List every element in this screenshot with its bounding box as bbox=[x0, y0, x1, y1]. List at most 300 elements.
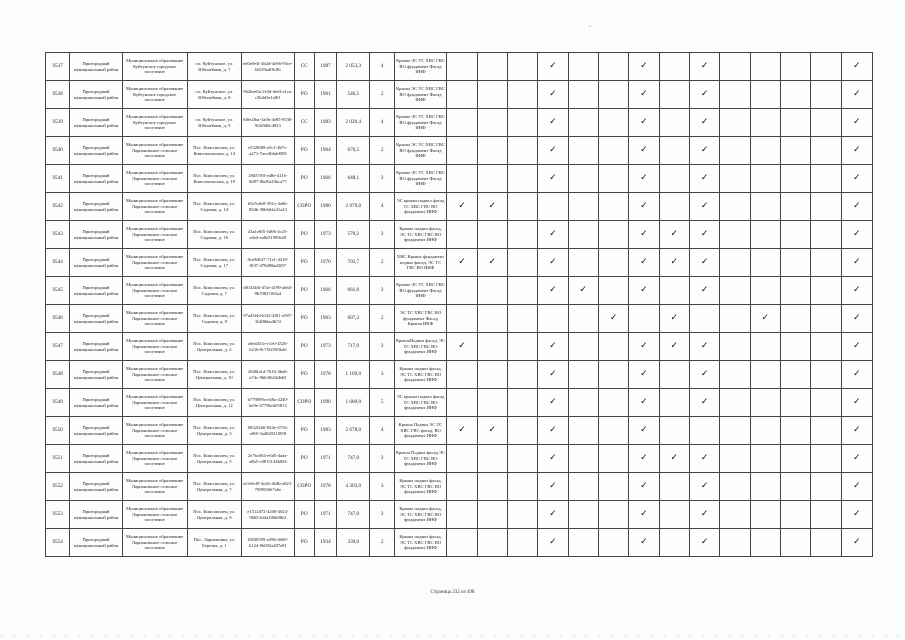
table-row bbox=[46, 109, 873, 137]
check-mark-icon: ✓ bbox=[841, 305, 872, 333]
check-mark-icon: ✓ bbox=[841, 361, 872, 389]
empty-work-cell bbox=[568, 81, 598, 109]
empty-work-cell bbox=[568, 193, 598, 221]
owner-cell: Муниципальное образование Ларионовское сельское поселение bbox=[122, 361, 187, 389]
empty-work-cell bbox=[568, 529, 598, 557]
check-mark-icon: ✓ bbox=[659, 221, 689, 249]
district-cell: Пригородный муниципальный район bbox=[70, 473, 123, 501]
check-mark-icon: ✓ bbox=[841, 501, 872, 529]
empty-work-cell bbox=[477, 501, 507, 529]
guid-cell: 9b2bea5a-2e3d-4e6f-a1ca-c5b4d3e1a8f1 bbox=[242, 81, 295, 109]
empty-work-cell bbox=[720, 389, 750, 417]
district-cell: Пригородный муниципальный район bbox=[70, 109, 123, 137]
check-mark-icon: ✓ bbox=[538, 81, 568, 109]
check-mark-icon: ✓ bbox=[841, 389, 872, 417]
check-mark-icon: ✓ bbox=[477, 249, 507, 277]
address-cell: г.п. Куйтунское, ул. Юбилейная, д. 7 bbox=[187, 53, 242, 81]
empty-work-cell bbox=[811, 445, 841, 473]
address-cell: Пос. Комсомолец, ул. Садовая, д. 17 bbox=[187, 249, 242, 277]
wall-material-cell: РО bbox=[294, 221, 314, 249]
owner-cell: Муниципальное образование Ларионовское сельское поселение bbox=[122, 417, 187, 445]
empty-work-cell bbox=[507, 221, 537, 249]
guid-cell: b779899a-e48a-4240-be9e-4779bcb05813 bbox=[242, 389, 295, 417]
wall-material-cell: РО bbox=[294, 417, 314, 445]
check-mark-icon: ✓ bbox=[689, 473, 719, 501]
empty-work-cell bbox=[507, 193, 537, 221]
check-mark-icon: ✓ bbox=[629, 501, 659, 529]
check-mark-icon: ✓ bbox=[629, 529, 659, 557]
guid-cell: a6ed451e-e1e0-4520-b216-9c75f2595b4d bbox=[242, 333, 295, 361]
table-row bbox=[46, 249, 873, 277]
address-cell: Пос. Комсомолец, ул. Центральная, д. 5 bbox=[187, 445, 242, 473]
empty-work-cell bbox=[447, 473, 477, 501]
district-cell: Пригородный муниципальный район bbox=[70, 445, 123, 473]
address-cell: Пос. Комсомолец, ул. Центральная, д. 2 bbox=[187, 333, 242, 361]
services-cell: ЭС крыша подвал фасад ТС ХВС ГВС ВО фундамент ИНФ bbox=[394, 389, 447, 417]
empty-work-cell bbox=[447, 109, 477, 137]
check-mark-icon: ✓ bbox=[841, 277, 872, 305]
row-number: 9538 bbox=[46, 81, 70, 109]
empty-work-cell bbox=[780, 305, 810, 333]
empty-work-cell bbox=[659, 417, 689, 445]
owner-cell: Муниципальное образование Ларионовское сельское поселение bbox=[122, 277, 187, 305]
check-mark-icon: ✓ bbox=[841, 221, 872, 249]
check-mark-icon: ✓ bbox=[447, 193, 477, 221]
empty-work-cell bbox=[598, 333, 628, 361]
check-mark-icon: ✓ bbox=[629, 109, 659, 137]
empty-work-cell bbox=[598, 249, 628, 277]
empty-work-cell bbox=[568, 445, 598, 473]
year-cell: 1970 bbox=[314, 249, 336, 277]
wall-material-cell: СС bbox=[294, 53, 314, 81]
check-mark-icon: ✓ bbox=[629, 81, 659, 109]
services-cell: Крыша подвал фасад, ЭС ТС ХВС ГВС ВО фундамент ИНФ bbox=[394, 221, 447, 249]
empty-work-cell bbox=[750, 165, 780, 193]
year-cell: 1963 bbox=[314, 305, 336, 333]
year-cell: 1971 bbox=[314, 445, 336, 473]
storeys-cell: 2 bbox=[370, 165, 394, 193]
guid-cell: 0832f266-924e-4716-a9f0-3ad02021f858 bbox=[242, 417, 295, 445]
empty-work-cell bbox=[780, 473, 810, 501]
empty-work-cell bbox=[659, 137, 689, 165]
empty-work-cell bbox=[780, 137, 810, 165]
district-cell: Пригородный муниципальный район bbox=[70, 165, 123, 193]
district-cell: Пригородный муниципальный район bbox=[70, 305, 123, 333]
table-row bbox=[46, 361, 873, 389]
wall-material-cell: СОРО bbox=[294, 473, 314, 501]
empty-work-cell bbox=[477, 137, 507, 165]
guid-cell: 97ad3f4d-b5f2-4f01-a587-3f4f8bba4b74 bbox=[242, 305, 295, 333]
guid-cell: e1512d72-4200-4024-9665-b4fa106b98e2 bbox=[242, 501, 295, 529]
check-mark-icon: ✓ bbox=[538, 221, 568, 249]
services-cell: Крыша подвал фасад, ЭС ТС ХВС ГВС ВО фундамент ИНФ bbox=[394, 501, 447, 529]
district-cell: Пригородный муниципальный район bbox=[70, 277, 123, 305]
check-mark-icon: ✓ bbox=[538, 109, 568, 137]
empty-work-cell bbox=[750, 137, 780, 165]
empty-work-cell bbox=[720, 193, 750, 221]
row-number: 9552 bbox=[46, 473, 70, 501]
check-mark-icon: ✓ bbox=[629, 53, 659, 81]
table-row bbox=[46, 445, 873, 473]
address-cell: Пос. Комсомолец, ул. Садовая, д. 7 bbox=[187, 277, 242, 305]
guid-cell: 6f0e2fba-1a0b-4e85-9536-9f2f0d8c4823 bbox=[242, 109, 295, 137]
empty-work-cell bbox=[720, 137, 750, 165]
registry-table bbox=[45, 52, 873, 557]
services-cell: ХВС Крыша фундамент подвал фасад, ЭС ТС ГВС ВО ИНФ bbox=[394, 249, 447, 277]
guid-cell: b5e5c6e8-391c-4a0b-834b-30b6d2e41a23 bbox=[242, 193, 295, 221]
table-row bbox=[46, 53, 873, 81]
empty-work-cell bbox=[568, 165, 598, 193]
empty-work-cell bbox=[780, 361, 810, 389]
check-mark-icon: ✓ bbox=[629, 417, 659, 445]
check-mark-icon: ✓ bbox=[538, 137, 568, 165]
year-cell: 1983 bbox=[314, 109, 336, 137]
empty-work-cell bbox=[598, 165, 628, 193]
empty-work-cell bbox=[659, 529, 689, 557]
check-mark-icon: ✓ bbox=[629, 445, 659, 473]
empty-work-cell bbox=[507, 445, 537, 473]
empty-work-cell bbox=[750, 193, 780, 221]
empty-work-cell bbox=[507, 417, 537, 445]
row-number: 9550 bbox=[46, 417, 70, 445]
check-mark-icon: ✓ bbox=[659, 305, 689, 333]
storeys-cell: 2 bbox=[370, 305, 394, 333]
guid-cell: ee0a9e3f-4b2d-4e96-93ce-b61f9a4f0c8b bbox=[242, 53, 295, 81]
empty-work-cell bbox=[720, 53, 750, 81]
area-cell: 703,7 bbox=[337, 249, 370, 277]
area-cell: 661,0 bbox=[337, 277, 370, 305]
guid-cell: 0ce9d637-71e1-4418-8f37-478d98ad2f97 bbox=[242, 249, 295, 277]
empty-work-cell bbox=[447, 277, 477, 305]
empty-work-cell bbox=[811, 249, 841, 277]
check-mark-icon: ✓ bbox=[841, 417, 872, 445]
empty-work-cell bbox=[477, 445, 507, 473]
year-cell: 1973 bbox=[314, 221, 336, 249]
row-number: 9540 bbox=[46, 137, 70, 165]
address-cell: Пос. Комсомолец, ул. Садовая, д. 16 bbox=[187, 221, 242, 249]
empty-work-cell bbox=[598, 389, 628, 417]
check-mark-icon: ✓ bbox=[659, 445, 689, 473]
check-mark-icon: ✓ bbox=[629, 193, 659, 221]
address-cell: Пос. Комсомолец, ул. Садовая, д. 14 bbox=[187, 193, 242, 221]
empty-work-cell bbox=[507, 473, 537, 501]
area-cell: 2 053,3 bbox=[337, 53, 370, 81]
empty-work-cell bbox=[780, 249, 810, 277]
table-row bbox=[46, 137, 873, 165]
empty-work-cell bbox=[507, 529, 537, 557]
empty-work-cell bbox=[598, 109, 628, 137]
district-cell: Пригородный муниципальный район bbox=[70, 81, 123, 109]
check-mark-icon: ✓ bbox=[538, 501, 568, 529]
row-number: 9554 bbox=[46, 529, 70, 557]
empty-work-cell bbox=[568, 109, 598, 137]
check-mark-icon: ✓ bbox=[629, 277, 659, 305]
year-cell: 1971 bbox=[314, 501, 336, 529]
year-cell: 1966 bbox=[314, 277, 336, 305]
empty-work-cell bbox=[538, 193, 568, 221]
check-mark-icon: ✓ bbox=[629, 361, 659, 389]
empty-work-cell bbox=[780, 221, 810, 249]
district-cell: Пригородный муниципальный район bbox=[70, 249, 123, 277]
empty-work-cell bbox=[507, 137, 537, 165]
year-cell: 1978 bbox=[314, 361, 336, 389]
empty-work-cell bbox=[750, 417, 780, 445]
year-cell: 1934 bbox=[314, 529, 336, 557]
wall-material-cell: РО bbox=[294, 277, 314, 305]
row-number: 9553 bbox=[46, 501, 70, 529]
row-number: 9547 bbox=[46, 333, 70, 361]
year-cell: 1961 bbox=[314, 81, 336, 109]
guid-cell: 20d0fa1d-7b16-4ba6-a74c-96b3f623db65 bbox=[242, 361, 295, 389]
row-number: 9545 bbox=[46, 277, 70, 305]
empty-work-cell bbox=[477, 333, 507, 361]
empty-work-cell bbox=[477, 529, 507, 557]
district-cell: Пригородный муниципальный район bbox=[70, 137, 123, 165]
wall-material-cell: СС bbox=[294, 109, 314, 137]
check-mark-icon: ✓ bbox=[841, 249, 872, 277]
district-cell: Пригородный муниципальный район bbox=[70, 361, 123, 389]
check-mark-icon: ✓ bbox=[477, 417, 507, 445]
guid-cell: 2e7bc064-e6d5-4aaa-a0b5-c0815144b826 bbox=[242, 445, 295, 473]
services-cell: Крыша ЭС ТС ХВС ГВС ВО фундамент Фасад ИНФ bbox=[394, 277, 447, 305]
storeys-cell: 4 bbox=[370, 417, 394, 445]
empty-work-cell bbox=[538, 305, 568, 333]
empty-work-cell bbox=[811, 501, 841, 529]
check-mark-icon: ✓ bbox=[689, 277, 719, 305]
check-mark-icon: ✓ bbox=[538, 529, 568, 557]
empty-work-cell bbox=[659, 501, 689, 529]
check-mark-icon: ✓ bbox=[629, 137, 659, 165]
storeys-cell: 2 bbox=[370, 529, 394, 557]
empty-work-cell bbox=[447, 53, 477, 81]
check-mark-icon: ✓ bbox=[447, 417, 477, 445]
empty-work-cell bbox=[750, 249, 780, 277]
check-mark-icon: ✓ bbox=[477, 193, 507, 221]
check-mark-icon: ✓ bbox=[629, 221, 659, 249]
row-number: 9546 bbox=[46, 305, 70, 333]
empty-work-cell bbox=[750, 109, 780, 137]
address-cell: Пос. Комсомолец, ул. Садовая, д. 9 bbox=[187, 305, 242, 333]
storeys-cell: 2 bbox=[370, 137, 394, 165]
district-cell: Пригородный муниципальный район bbox=[70, 221, 123, 249]
check-mark-icon: ✓ bbox=[689, 221, 719, 249]
district-cell: Пригородный муниципальный район bbox=[70, 529, 123, 557]
area-cell: 2 678,0 bbox=[337, 417, 370, 445]
empty-work-cell bbox=[750, 53, 780, 81]
district-cell: Пригородный муниципальный район bbox=[70, 333, 123, 361]
empty-work-cell bbox=[447, 445, 477, 473]
empty-work-cell bbox=[477, 473, 507, 501]
year-cell: 1990 bbox=[314, 389, 336, 417]
empty-work-cell bbox=[720, 249, 750, 277]
services-cell: ЭС крыша подвал фасад ТС ХВС ГВС ВО фундамент ИНФ bbox=[394, 193, 447, 221]
check-mark-icon: ✓ bbox=[841, 165, 872, 193]
services-cell: Крыша ЭС ТС ХВС ГВС ВО фундамент Фасад ИНФ bbox=[394, 81, 447, 109]
storeys-cell: 3 bbox=[370, 361, 394, 389]
empty-work-cell bbox=[750, 333, 780, 361]
check-mark-icon: ✓ bbox=[598, 305, 628, 333]
empty-work-cell bbox=[568, 501, 598, 529]
district-cell: Пригородный муниципальный район bbox=[70, 417, 123, 445]
empty-work-cell bbox=[720, 417, 750, 445]
empty-work-cell bbox=[507, 53, 537, 81]
area-cell: 1 109,0 bbox=[337, 361, 370, 389]
owner-cell: Муниципальное образование Ларионовское сельское поселение bbox=[122, 193, 187, 221]
empty-work-cell bbox=[598, 137, 628, 165]
storeys-cell: 4 bbox=[370, 193, 394, 221]
check-mark-icon: ✓ bbox=[841, 137, 872, 165]
area-cell: 670,5 bbox=[337, 137, 370, 165]
area-cell: 717,0 bbox=[337, 333, 370, 361]
owner-cell: Муниципальное образование Ларионовское сельское поселение bbox=[122, 389, 187, 417]
check-mark-icon: ✓ bbox=[689, 445, 719, 473]
owner-cell: Муниципальное образование Ларионовское сельское поселение bbox=[122, 221, 187, 249]
empty-work-cell bbox=[507, 249, 537, 277]
check-mark-icon: ✓ bbox=[538, 445, 568, 473]
owner-cell: Муниципальное образование Куйтунское городское поселение bbox=[122, 81, 187, 109]
owner-cell: Муниципальное образование Куйтунское городское поселение bbox=[122, 53, 187, 81]
empty-work-cell bbox=[780, 165, 810, 193]
row-number: 9537 bbox=[46, 53, 70, 81]
guid-cell: d814f4fb-47af-4199-ab64-8b70827f65a4 bbox=[242, 277, 295, 305]
empty-work-cell bbox=[477, 165, 507, 193]
empty-work-cell bbox=[507, 277, 537, 305]
empty-work-cell bbox=[780, 193, 810, 221]
check-mark-icon: ✓ bbox=[689, 249, 719, 277]
empty-work-cell bbox=[568, 249, 598, 277]
wall-material-cell: РО bbox=[294, 137, 314, 165]
empty-work-cell bbox=[477, 221, 507, 249]
empty-work-cell bbox=[629, 305, 659, 333]
empty-work-cell bbox=[598, 221, 628, 249]
empty-work-cell bbox=[507, 389, 537, 417]
storeys-cell: 2 bbox=[370, 249, 394, 277]
check-mark-icon: ✓ bbox=[841, 53, 872, 81]
table-row bbox=[46, 529, 873, 557]
empty-work-cell bbox=[720, 165, 750, 193]
empty-work-cell bbox=[568, 53, 598, 81]
empty-work-cell bbox=[720, 501, 750, 529]
check-mark-icon: ✓ bbox=[568, 277, 598, 305]
row-number: 9543 bbox=[46, 221, 70, 249]
empty-work-cell bbox=[659, 361, 689, 389]
empty-work-cell bbox=[689, 305, 719, 333]
storeys-cell: 2 bbox=[370, 221, 394, 249]
check-mark-icon: ✓ bbox=[538, 249, 568, 277]
row-number: 9551 bbox=[46, 445, 70, 473]
empty-work-cell bbox=[780, 529, 810, 557]
empty-work-cell bbox=[780, 417, 810, 445]
empty-work-cell bbox=[811, 361, 841, 389]
address-cell: Пос. Комсомолец, ул. Комсомольская, д. 19 bbox=[187, 165, 242, 193]
empty-work-cell bbox=[568, 137, 598, 165]
guid-cell: 43a1e8f5-5d06-4c25-a4e4-ea8e31999e28 bbox=[242, 221, 295, 249]
table-row bbox=[46, 193, 873, 221]
empty-work-cell bbox=[780, 81, 810, 109]
check-mark-icon: ✓ bbox=[841, 193, 872, 221]
check-mark-icon: ✓ bbox=[841, 333, 872, 361]
empty-work-cell bbox=[720, 445, 750, 473]
check-mark-icon: ✓ bbox=[689, 501, 719, 529]
row-number: 9541 bbox=[46, 165, 70, 193]
check-mark-icon: ✓ bbox=[689, 137, 719, 165]
empty-work-cell bbox=[811, 473, 841, 501]
area-cell: 570,2 bbox=[337, 221, 370, 249]
empty-work-cell bbox=[750, 277, 780, 305]
check-mark-icon: ✓ bbox=[538, 277, 568, 305]
wall-material-cell: РО bbox=[294, 361, 314, 389]
services-cell: Крыша ЭС ТС ХВС ГВС ВО фундамент Фасад ИНФ bbox=[394, 109, 447, 137]
check-mark-icon: ✓ bbox=[629, 165, 659, 193]
empty-work-cell bbox=[811, 333, 841, 361]
table-row bbox=[46, 389, 873, 417]
services-cell: КрышаПодвал фасад, ЭС ТС ХВС ГВС ВО фундамент ИНФ bbox=[394, 333, 447, 361]
empty-work-cell bbox=[811, 305, 841, 333]
empty-work-cell bbox=[811, 109, 841, 137]
guid-cell: e5328f09-a3c1-4b7c-a271-7ace4bbdd058 bbox=[242, 137, 295, 165]
check-mark-icon: ✓ bbox=[538, 361, 568, 389]
empty-work-cell bbox=[720, 109, 750, 137]
empty-work-cell bbox=[720, 473, 750, 501]
year-cell: 1987 bbox=[314, 53, 336, 81]
check-mark-icon: ✓ bbox=[689, 389, 719, 417]
empty-work-cell bbox=[780, 277, 810, 305]
empty-work-cell bbox=[780, 501, 810, 529]
empty-work-cell bbox=[780, 109, 810, 137]
check-mark-icon: ✓ bbox=[841, 109, 872, 137]
area-cell: 2 020,4 bbox=[337, 109, 370, 137]
empty-work-cell bbox=[568, 361, 598, 389]
empty-work-cell bbox=[720, 361, 750, 389]
table-row bbox=[46, 473, 873, 501]
district-cell: Пригородный муниципальный район bbox=[70, 389, 123, 417]
area-cell: 648,1 bbox=[337, 165, 370, 193]
check-mark-icon: ✓ bbox=[538, 333, 568, 361]
empty-work-cell bbox=[598, 473, 628, 501]
area-cell: 747,0 bbox=[337, 445, 370, 473]
check-mark-icon: ✓ bbox=[629, 249, 659, 277]
district-cell: Пригородный муниципальный район bbox=[70, 501, 123, 529]
owner-cell: Муниципальное образование Ларионовское сельское поселение bbox=[122, 473, 187, 501]
empty-work-cell bbox=[689, 417, 719, 445]
empty-work-cell bbox=[750, 361, 780, 389]
table-row bbox=[46, 333, 873, 361]
storeys-cell: 2 bbox=[370, 333, 394, 361]
empty-work-cell bbox=[568, 221, 598, 249]
owner-cell: Муниципальное образование Ларионовское сельское поселение bbox=[122, 445, 187, 473]
empty-work-cell bbox=[447, 361, 477, 389]
address-cell: Пос. Комсомолец, ул. Центральная, д. 10 bbox=[187, 361, 242, 389]
check-mark-icon: ✓ bbox=[689, 193, 719, 221]
storeys-cell: 4 bbox=[370, 109, 394, 137]
services-cell: Крыша подвал фасад, ЭС ТС ХВС ГВС ВО фундамент ИНФ bbox=[394, 361, 447, 389]
empty-work-cell bbox=[477, 305, 507, 333]
check-mark-icon: ✓ bbox=[841, 81, 872, 109]
year-cell: 1966 bbox=[314, 165, 336, 193]
empty-work-cell bbox=[811, 221, 841, 249]
table-row bbox=[46, 221, 873, 249]
check-mark-icon: ✓ bbox=[841, 473, 872, 501]
owner-cell: Муниципальное образование Ларионовское сельское поселение bbox=[122, 333, 187, 361]
check-mark-icon: ✓ bbox=[629, 389, 659, 417]
empty-work-cell bbox=[447, 389, 477, 417]
empty-work-cell bbox=[720, 221, 750, 249]
empty-work-cell bbox=[507, 81, 537, 109]
check-mark-icon: ✓ bbox=[689, 53, 719, 81]
empty-work-cell bbox=[659, 193, 689, 221]
check-mark-icon: ✓ bbox=[659, 249, 689, 277]
empty-work-cell bbox=[598, 501, 628, 529]
